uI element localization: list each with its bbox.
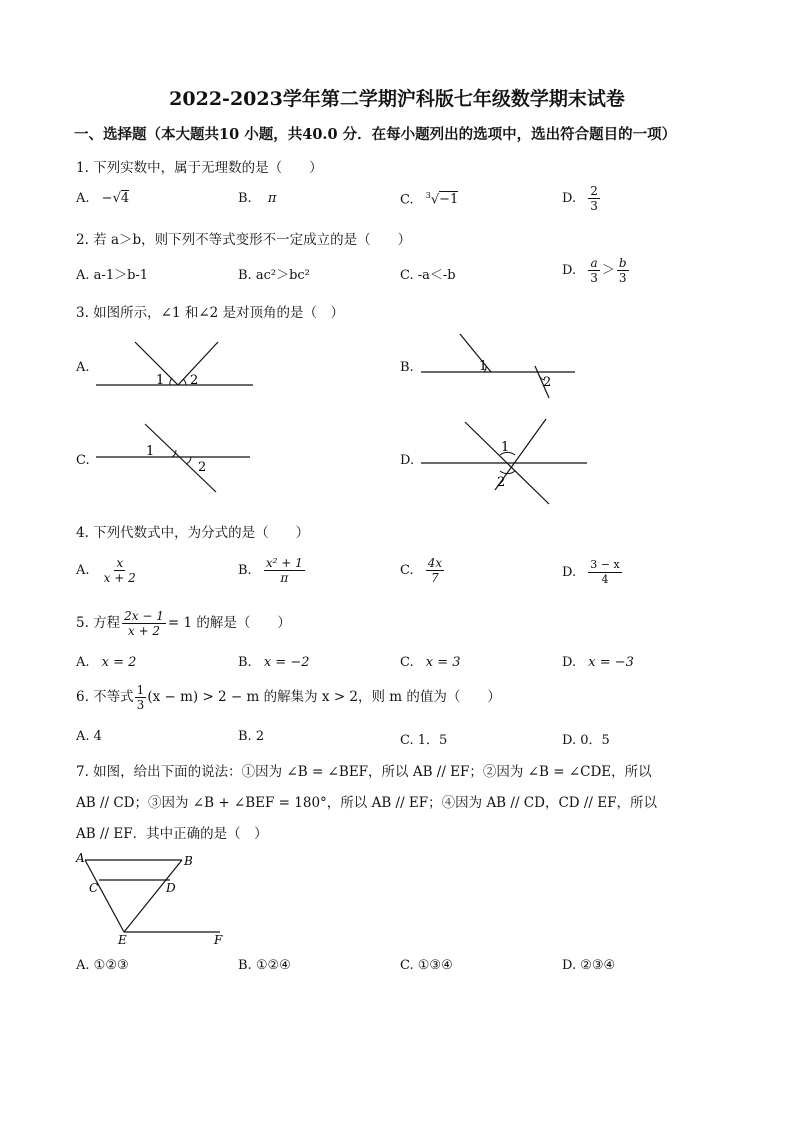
svg-text:2: 2	[543, 375, 552, 390]
q3-figure-d	[415, 418, 590, 508]
q4-option-c[interactable]: C. $\frac{4x}{7}$	[400, 556, 443, 585]
svg-text:2: 2	[497, 475, 506, 490]
point-f-label: F	[214, 933, 223, 947]
q7-option-d[interactable]: D. ②③④	[562, 958, 616, 973]
q2-stem: 2. 若 a＞b，则下列不等式变形不一定成立的是（ ）	[76, 232, 412, 248]
point-a-label: A	[76, 851, 85, 865]
q4-option-b[interactable]: B. $\frac{\text{x² + 1}}{\pi}$	[238, 556, 303, 585]
point-e-label: E	[118, 933, 127, 947]
q3-option-b[interactable]: B.	[400, 360, 414, 375]
q2-option-a[interactable]: A. a-1＞b-1	[76, 268, 149, 283]
q1-option-a[interactable]: A. −√4	[76, 191, 130, 206]
q3-figure-b	[415, 330, 585, 400]
q5-option-b[interactable]: B. x = −2	[238, 655, 310, 670]
q6-stem: 6. 不等式 $\frac{1}{3}$ (x − m) > 2 − m 的解集为 x > 2，则 m 的值为（ ）	[76, 683, 501, 712]
q2-option-b[interactable]: B. ac²＞bc²	[238, 268, 310, 283]
q7-stem-line3: AB // EF．其中正确的是（ ）	[76, 826, 268, 842]
q2-option-c[interactable]: C. -a＜-b	[400, 268, 456, 283]
q3-stem: 3. 如图所示，∠1 和∠2 是对顶角的是（ ）	[76, 305, 345, 321]
page-title: 2022-2023学年第二学期沪科版七年级数学期末试卷	[169, 88, 625, 110]
cube-root-symbol: √	[430, 192, 440, 208]
point-b-label: B	[184, 854, 193, 868]
q3-option-c[interactable]: C.	[76, 453, 90, 468]
q6-option-c[interactable]: C. 1．5	[400, 733, 448, 748]
q6-option-a[interactable]: A. 4	[76, 729, 102, 744]
svg-text:1: 1	[479, 359, 488, 374]
q1-option-d[interactable]: D. $\frac{2}{3}$	[562, 184, 598, 213]
q7-option-b[interactable]: B. ①②④	[238, 958, 291, 973]
q5-option-c[interactable]: C. x = 3	[400, 655, 461, 670]
svg-text:2: 2	[198, 460, 207, 475]
q6-option-d[interactable]: D. 0．5	[562, 733, 610, 748]
q4-option-a[interactable]: A. $\frac{x}{x + 2}$	[76, 556, 136, 585]
q1-stem: 1. 下列实数中，属于无理数的是（ ）	[76, 160, 323, 176]
svg-text:1: 1	[146, 444, 155, 459]
q1-option-b[interactable]: B. π	[238, 191, 277, 206]
q3-figure-c	[90, 418, 260, 498]
sqrt-symbol: √	[112, 191, 121, 206]
q7-figure	[72, 848, 242, 948]
q4-option-d[interactable]: D. $\frac{3 - x}{4}$	[562, 558, 620, 586]
q7-stem-line2: AB // CD；③因为 ∠B + ∠BEF = 180°，所以 AB // EF；④因为 AB // CD，CD // EF，所以	[76, 795, 657, 811]
q1-option-c[interactable]: C. $^3$√−1	[400, 191, 459, 208]
point-d-label: D	[166, 881, 176, 895]
q2-option-d[interactable]: D. $\frac{a}{3}$ ＞ $\frac{b}{3}$	[562, 256, 627, 285]
q3-option-a[interactable]: A.	[76, 360, 90, 375]
q5-option-d[interactable]: D. x = −3	[562, 655, 634, 670]
q7-stem-line1: 7. 如图，给出下面的说法：①因为 ∠B = ∠BEF，所以 AB // EF；②因为 ∠B = ∠CDE，所以	[76, 764, 652, 780]
q5-option-a[interactable]: A. x = 2	[76, 655, 137, 670]
q3-figure-a	[90, 330, 260, 392]
angle-1-label: 1	[156, 373, 165, 388]
q5-stem: 5. 方程 $\frac{2x - 1}{x + 2}$ = 1 的解是（ ）	[76, 609, 291, 638]
option-label: A.	[76, 191, 90, 206]
angle-2-label: 2	[190, 373, 199, 388]
q3-option-d[interactable]: D.	[400, 453, 415, 468]
svg-text:1: 1	[501, 440, 510, 455]
q7-option-c[interactable]: C. ①③④	[400, 958, 453, 973]
section-heading: 一、选择题（本大题共10 小题，共40.0 分．在每小题列出的选项中，选出符合题目的一项）	[74, 126, 677, 143]
q4-stem: 4. 下列代数式中，为分式的是（ ）	[76, 525, 310, 541]
point-c-label: C	[89, 881, 99, 895]
q7-option-a[interactable]: A. ①②③	[76, 958, 129, 973]
q6-option-b[interactable]: B. 2	[238, 729, 265, 744]
